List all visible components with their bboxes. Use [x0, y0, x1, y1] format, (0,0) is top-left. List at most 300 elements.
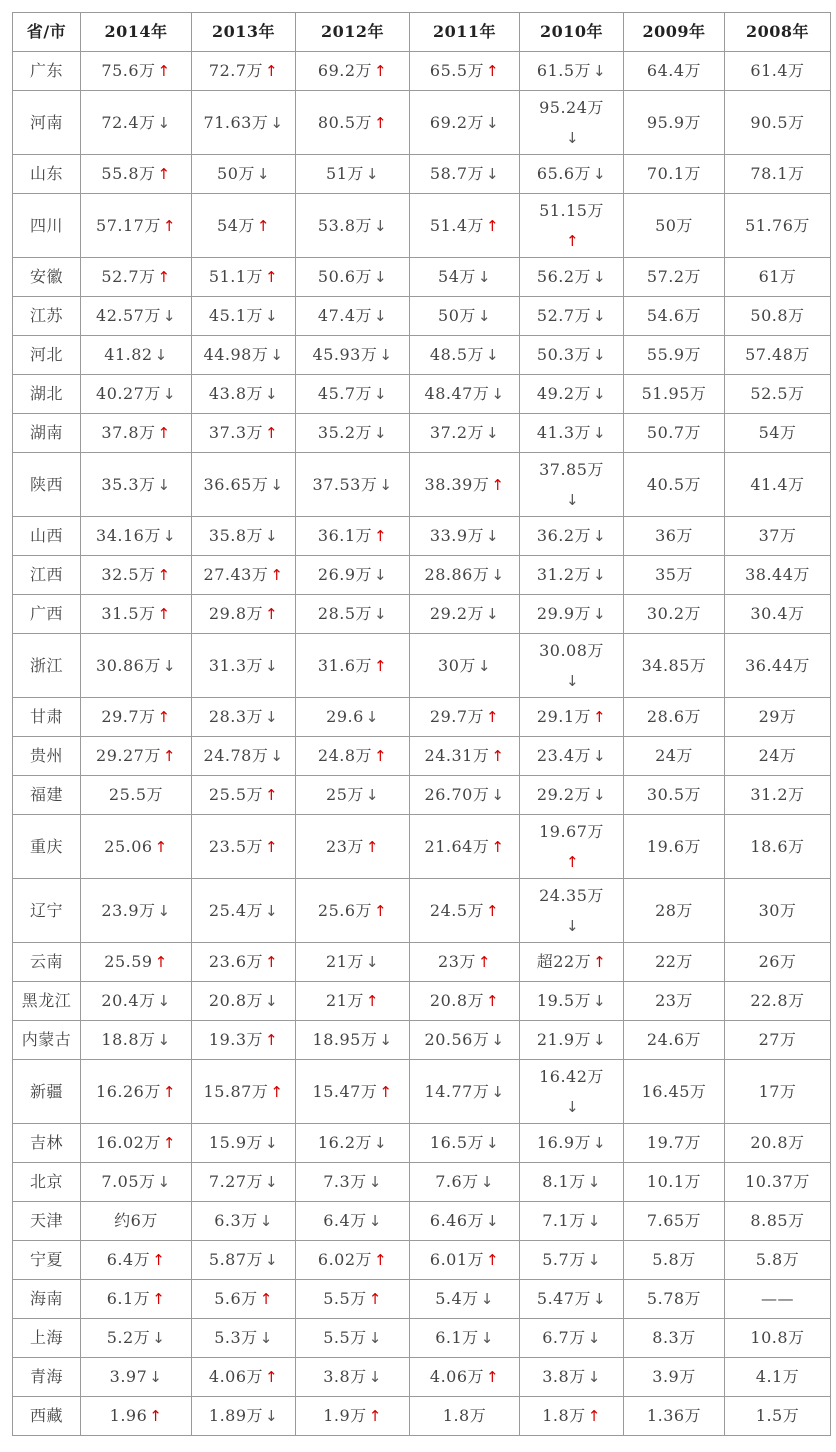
arrow-up-icon: ↑ [152, 1290, 166, 1308]
value-cell [192, 375, 296, 414]
value-text: 29.1万 [536, 707, 592, 726]
arrow-down-icon: ↓ [480, 1329, 494, 1347]
value-text: 51万 [326, 164, 364, 183]
value-cell [725, 982, 831, 1021]
arrow-down-icon: ↓ [149, 1368, 163, 1386]
province-cell: 新疆 [13, 1060, 81, 1124]
value-cell [296, 453, 410, 517]
value-text: 43.8万 [208, 384, 264, 403]
value-cell [410, 1241, 520, 1280]
value-text: 31.2万 [536, 565, 592, 584]
value-cell [81, 1060, 192, 1124]
value-text: 54万 [217, 215, 255, 235]
value-text: 21.64万 [424, 836, 490, 856]
value-cell [410, 776, 520, 815]
province-cell: 四川 [13, 194, 81, 258]
value-text: 72.4万 [101, 112, 156, 132]
value-cell [296, 91, 410, 155]
value-text: 5.5万 [323, 1328, 367, 1347]
value-cell [624, 879, 725, 943]
header-year: 2010年 [520, 13, 624, 52]
value-cell [520, 776, 624, 815]
value-text: 48.5万 [429, 345, 485, 364]
value-text: 15.87万 [203, 1081, 269, 1101]
value-text: 15.9万 [208, 1133, 264, 1152]
table-row [13, 1060, 831, 1124]
value-cell [520, 375, 624, 414]
value-text: 15.47万 [312, 1081, 378, 1101]
arrow-down-icon: ↓ [486, 605, 500, 623]
value-cell [296, 556, 410, 595]
value-cell [624, 1397, 725, 1436]
value-text: 1.36万 [646, 1406, 702, 1425]
arrow-down-icon: ↓ [368, 1329, 382, 1347]
arrow-up-icon: ↑ [157, 566, 171, 584]
arrow-down-icon: ↓ [565, 916, 580, 935]
table-row [13, 737, 831, 776]
arrow-down-icon: ↓ [265, 708, 279, 726]
value-cell [520, 982, 624, 1021]
value-cell [520, 556, 624, 595]
value-cell [624, 155, 725, 194]
value-text: 19.5万 [536, 991, 592, 1010]
value-text: 22万 [655, 952, 693, 971]
value-cell [192, 556, 296, 595]
value-cell [296, 879, 410, 943]
table-row [13, 1319, 831, 1358]
value-text: 56.2万 [536, 267, 592, 286]
arrow-down-icon: ↓ [593, 992, 607, 1010]
value-cell [410, 634, 520, 698]
value-text: 20.8万 [208, 991, 264, 1010]
value-text: 20.8万 [750, 1133, 805, 1152]
value-cell [624, 698, 725, 737]
value-cell [81, 776, 192, 815]
value-text: 19.6万 [646, 836, 702, 856]
province-cell: 青海 [13, 1358, 81, 1397]
value-text: 29.6 [326, 707, 364, 726]
value-cell [520, 698, 624, 737]
value-text: 25.6万 [317, 900, 373, 920]
value-cell [725, 1397, 831, 1436]
value-cell [624, 297, 725, 336]
value-cell [725, 1202, 831, 1241]
value-cell [520, 414, 624, 453]
province-cell: 浙江 [13, 634, 81, 698]
arrow-down-icon: ↓ [265, 656, 279, 675]
value-text: 23.6万 [208, 952, 264, 971]
province-cell: 山东 [13, 155, 81, 194]
value-cell [81, 91, 192, 155]
province-cell: 上海 [13, 1319, 81, 1358]
table-row [13, 375, 831, 414]
value-text: 57.48万 [745, 345, 810, 364]
value-text: 55.9万 [646, 345, 702, 364]
value-cell [296, 982, 410, 1021]
value-text: 20.4万 [101, 991, 156, 1010]
value-text: 16.26万 [96, 1081, 161, 1101]
value-cell [520, 1021, 624, 1060]
value-text: 61.5万 [536, 61, 592, 80]
value-text: 41.82 [104, 345, 153, 364]
arrow-up-icon: ↑ [486, 62, 500, 80]
arrow-up-icon: ↑ [154, 953, 168, 971]
value-text: 6.4万 [323, 1211, 367, 1230]
value-text: 1.9万 [323, 1406, 367, 1425]
header-province: 省/市 [13, 13, 81, 52]
value-cell [81, 634, 192, 698]
arrow-down-icon: ↓ [157, 992, 171, 1010]
arrow-up-icon: ↑ [152, 1251, 166, 1269]
value-text: 20.56万 [424, 1030, 490, 1049]
value-cell [624, 1060, 725, 1124]
value-cell [192, 982, 296, 1021]
value-text: 54万 [758, 423, 797, 442]
value-cell [296, 737, 410, 776]
value-text: 1.8万 [442, 1406, 487, 1425]
value-cell [192, 595, 296, 634]
arrow-up-icon: ↑ [162, 1082, 176, 1101]
value-cell [296, 1060, 410, 1124]
value-text: 28.86万 [424, 565, 490, 584]
value-text: —— [761, 1289, 794, 1308]
arrow-down-icon: ↓ [157, 1031, 171, 1049]
arrow-down-icon: ↓ [265, 992, 279, 1010]
value-cell [520, 1280, 624, 1319]
arrow-down-icon: ↓ [593, 1134, 607, 1152]
value-cell [192, 698, 296, 737]
value-cell [520, 879, 624, 943]
value-text: 28万 [655, 900, 693, 920]
value-text: 58.7万 [429, 164, 485, 183]
value-text: 24.5万 [429, 900, 485, 920]
table-row [13, 1241, 831, 1280]
value-text: 6.1万 [435, 1328, 479, 1347]
arrow-down-icon: ↓ [486, 527, 500, 545]
value-text: 超22万 [536, 952, 592, 971]
value-text: 25.06 [104, 836, 153, 856]
table-row [13, 258, 831, 297]
value-cell [624, 258, 725, 297]
value-cell [520, 1319, 624, 1358]
arrow-down-icon: ↓ [374, 385, 388, 403]
value-cell [81, 1163, 192, 1202]
value-text: 30.5万 [646, 785, 702, 804]
province-cell: 湖南 [13, 414, 81, 453]
value-text: 45.7万 [317, 384, 373, 403]
arrow-down-icon: ↓ [157, 901, 171, 920]
value-text: 51.95万 [641, 384, 707, 403]
arrow-up-icon: ↑ [259, 1290, 273, 1308]
value-text: 30.08万 [539, 640, 604, 660]
arrow-down-icon: ↓ [379, 475, 393, 494]
arrow-up-icon: ↑ [486, 708, 500, 726]
arrow-up-icon: ↑ [486, 1251, 500, 1269]
arrow-up-icon: ↑ [593, 953, 607, 971]
value-text: 3.8万 [323, 1367, 367, 1386]
value-cell [410, 375, 520, 414]
value-text: 23.5万 [208, 836, 264, 856]
value-cell [410, 91, 520, 155]
value-cell [410, 155, 520, 194]
arrow-down-icon: ↓ [265, 1251, 279, 1269]
arrow-down-icon: ↓ [265, 385, 279, 403]
header-year: 2009年 [624, 13, 725, 52]
value-cell [725, 1060, 831, 1124]
arrow-down-icon: ↓ [491, 1031, 505, 1049]
table-row [13, 52, 831, 91]
province-cell: 吉林 [13, 1124, 81, 1163]
value-cell [725, 91, 831, 155]
arrow-up-icon: ↑ [162, 216, 176, 235]
value-text: 31.2万 [750, 785, 805, 804]
value-text: 24万 [758, 746, 797, 765]
value-cell [725, 453, 831, 517]
value-text: 95.24万 [539, 97, 604, 117]
value-text: 19.3万 [208, 1030, 264, 1049]
arrow-down-icon: ↓ [480, 1290, 494, 1308]
table-row [13, 1124, 831, 1163]
value-text: 95.9万 [646, 112, 702, 132]
table-row [13, 698, 831, 737]
arrow-down-icon: ↓ [486, 346, 500, 364]
value-text: 61万 [758, 267, 797, 286]
value-text: 5.8万 [755, 1250, 800, 1269]
value-cell [520, 52, 624, 91]
arrow-down-icon: ↓ [365, 953, 379, 971]
value-text: 18.8万 [101, 1030, 156, 1049]
arrow-down-icon: ↓ [593, 346, 607, 364]
value-cell [81, 943, 192, 982]
value-text: 65.5万 [429, 61, 485, 80]
value-text: 51.4万 [429, 215, 485, 235]
arrow-up-icon: ↑ [374, 747, 388, 765]
value-text: 30.4万 [750, 604, 805, 623]
value-cell [410, 1397, 520, 1436]
value-cell [624, 1202, 725, 1241]
value-cell [520, 1060, 624, 1124]
value-text: 6.3万 [214, 1211, 258, 1230]
value-text: 16.2万 [317, 1133, 373, 1152]
value-cell [520, 91, 624, 155]
value-cell [520, 297, 624, 336]
value-text: 8.3万 [652, 1328, 696, 1347]
arrow-down-icon: ↓ [152, 1329, 166, 1347]
arrow-up-icon: ↑ [593, 708, 607, 726]
value-cell [624, 375, 725, 414]
value-text: 17万 [758, 1081, 797, 1101]
value-cell [296, 1358, 410, 1397]
value-cell [192, 453, 296, 517]
value-cell [81, 595, 192, 634]
value-cell [624, 982, 725, 1021]
arrow-down-icon: ↓ [374, 268, 388, 286]
table-row [13, 1021, 831, 1060]
value-text: 55.8万 [101, 164, 156, 183]
value-text: 18.6万 [750, 836, 805, 856]
value-text: 35.3万 [101, 474, 156, 494]
arrow-down-icon: ↓ [587, 1173, 601, 1191]
province-cell: 天津 [13, 1202, 81, 1241]
value-text: 29.9万 [536, 604, 592, 623]
header-year: 2014年 [81, 13, 192, 52]
arrow-down-icon: ↓ [256, 165, 270, 183]
value-cell [296, 1280, 410, 1319]
value-text: 25.4万 [208, 900, 264, 920]
value-text: 16.5万 [429, 1133, 485, 1152]
value-cell [725, 634, 831, 698]
value-cell [81, 297, 192, 336]
arrow-down-icon: ↓ [491, 786, 505, 804]
value-cell [725, 595, 831, 634]
value-cell [410, 1060, 520, 1124]
arrow-up-icon: ↑ [157, 424, 171, 442]
value-text: 41.4万 [750, 474, 805, 494]
value-cell [624, 414, 725, 453]
value-cell [192, 943, 296, 982]
value-cell [192, 1202, 296, 1241]
value-cell [725, 776, 831, 815]
value-cell [296, 1163, 410, 1202]
value-cell [192, 517, 296, 556]
value-text: 36万 [655, 526, 693, 545]
value-text: 51.1万 [208, 267, 264, 286]
arrow-up-icon: ↑ [486, 992, 500, 1010]
arrow-down-icon: ↓ [270, 475, 284, 494]
arrow-down-icon: ↓ [157, 113, 171, 132]
province-cell: 安徽 [13, 258, 81, 297]
value-cell [296, 52, 410, 91]
value-text: 6.1万 [106, 1289, 151, 1308]
value-cell [624, 453, 725, 517]
value-text: 7.05万 [101, 1172, 156, 1191]
table-row [13, 556, 831, 595]
value-text: 29.7万 [101, 707, 156, 726]
province-cell: 北京 [13, 1163, 81, 1202]
value-text: 36.2万 [536, 526, 592, 545]
value-cell [410, 1280, 520, 1319]
value-cell [192, 737, 296, 776]
arrow-up-icon: ↑ [491, 837, 505, 856]
value-text: 6.7万 [542, 1328, 586, 1347]
value-cell [81, 194, 192, 258]
arrow-down-icon: ↓ [365, 708, 379, 726]
value-cell [725, 155, 831, 194]
value-cell [296, 595, 410, 634]
table-row [13, 155, 831, 194]
value-cell [520, 1124, 624, 1163]
table-row [13, 453, 831, 517]
value-text: 45.1万 [208, 306, 264, 325]
value-cell [725, 1021, 831, 1060]
value-cell [192, 1163, 296, 1202]
arrow-up-icon: ↑ [491, 747, 505, 765]
value-cell [624, 91, 725, 155]
value-cell [192, 1319, 296, 1358]
arrow-down-icon: ↓ [270, 747, 284, 765]
value-cell [725, 1280, 831, 1319]
value-text: 30万 [438, 655, 476, 675]
value-text: 5.6万 [214, 1289, 258, 1308]
value-cell [192, 91, 296, 155]
arrow-up-icon: ↑ [157, 165, 171, 183]
value-cell [520, 1358, 624, 1397]
value-cell [410, 1163, 520, 1202]
arrow-down-icon: ↓ [265, 1173, 279, 1191]
value-text: 4.06万 [208, 1367, 264, 1386]
value-cell [296, 194, 410, 258]
arrow-up-icon: ↑ [256, 216, 270, 235]
value-cell [81, 1021, 192, 1060]
arrow-up-icon: ↑ [270, 1082, 284, 1101]
value-text: 25.5万 [208, 785, 264, 804]
value-cell [81, 1124, 192, 1163]
value-cell [192, 297, 296, 336]
arrow-down-icon: ↓ [374, 424, 388, 442]
value-cell [410, 52, 520, 91]
arrow-down-icon: ↓ [162, 385, 176, 403]
value-cell [520, 943, 624, 982]
value-text: 35万 [655, 565, 693, 584]
value-cell [725, 414, 831, 453]
value-cell [192, 879, 296, 943]
value-cell [725, 375, 831, 414]
arrow-up-icon: ↑ [486, 1368, 500, 1386]
header-year: 2012年 [296, 13, 410, 52]
value-cell [296, 698, 410, 737]
value-text: 47.4万 [317, 306, 373, 325]
value-text: 41.3万 [536, 423, 592, 442]
value-text: 50.3万 [536, 345, 592, 364]
arrow-down-icon: ↓ [491, 385, 505, 403]
table-row [13, 336, 831, 375]
value-text: 29.2万 [536, 785, 592, 804]
value-cell [296, 943, 410, 982]
value-text: 30.86万 [96, 655, 161, 675]
value-cell [81, 258, 192, 297]
value-text: 3.8万 [542, 1367, 586, 1386]
arrow-down-icon: ↓ [157, 1173, 171, 1191]
value-cell [81, 1280, 192, 1319]
value-cell [410, 595, 520, 634]
header-year: 2008年 [725, 13, 831, 52]
value-text: 23.9万 [101, 900, 156, 920]
value-text: 24.35万 [539, 885, 604, 905]
arrow-up-icon: ↑ [265, 786, 279, 804]
value-text: 40.5万 [646, 474, 702, 494]
value-cell [725, 556, 831, 595]
arrow-down-icon: ↓ [374, 216, 388, 235]
table-row [13, 982, 831, 1021]
value-cell [296, 1021, 410, 1060]
value-cell [725, 297, 831, 336]
value-text: 7.3万 [323, 1172, 367, 1191]
value-text: 53.8万 [317, 215, 373, 235]
value-cell [410, 1202, 520, 1241]
value-cell [296, 1241, 410, 1280]
arrow-down-icon: ↓ [154, 346, 168, 364]
arrow-down-icon: ↓ [593, 385, 607, 403]
arrow-down-icon: ↓ [593, 786, 607, 804]
value-text: 36.65万 [203, 474, 269, 494]
value-text: 23万 [326, 836, 364, 856]
value-cell [725, 194, 831, 258]
arrow-up-icon: ↑ [587, 1407, 601, 1425]
value-text: 19.67万 [539, 821, 604, 841]
value-cell [410, 194, 520, 258]
value-cell [192, 1124, 296, 1163]
value-cell [296, 375, 410, 414]
